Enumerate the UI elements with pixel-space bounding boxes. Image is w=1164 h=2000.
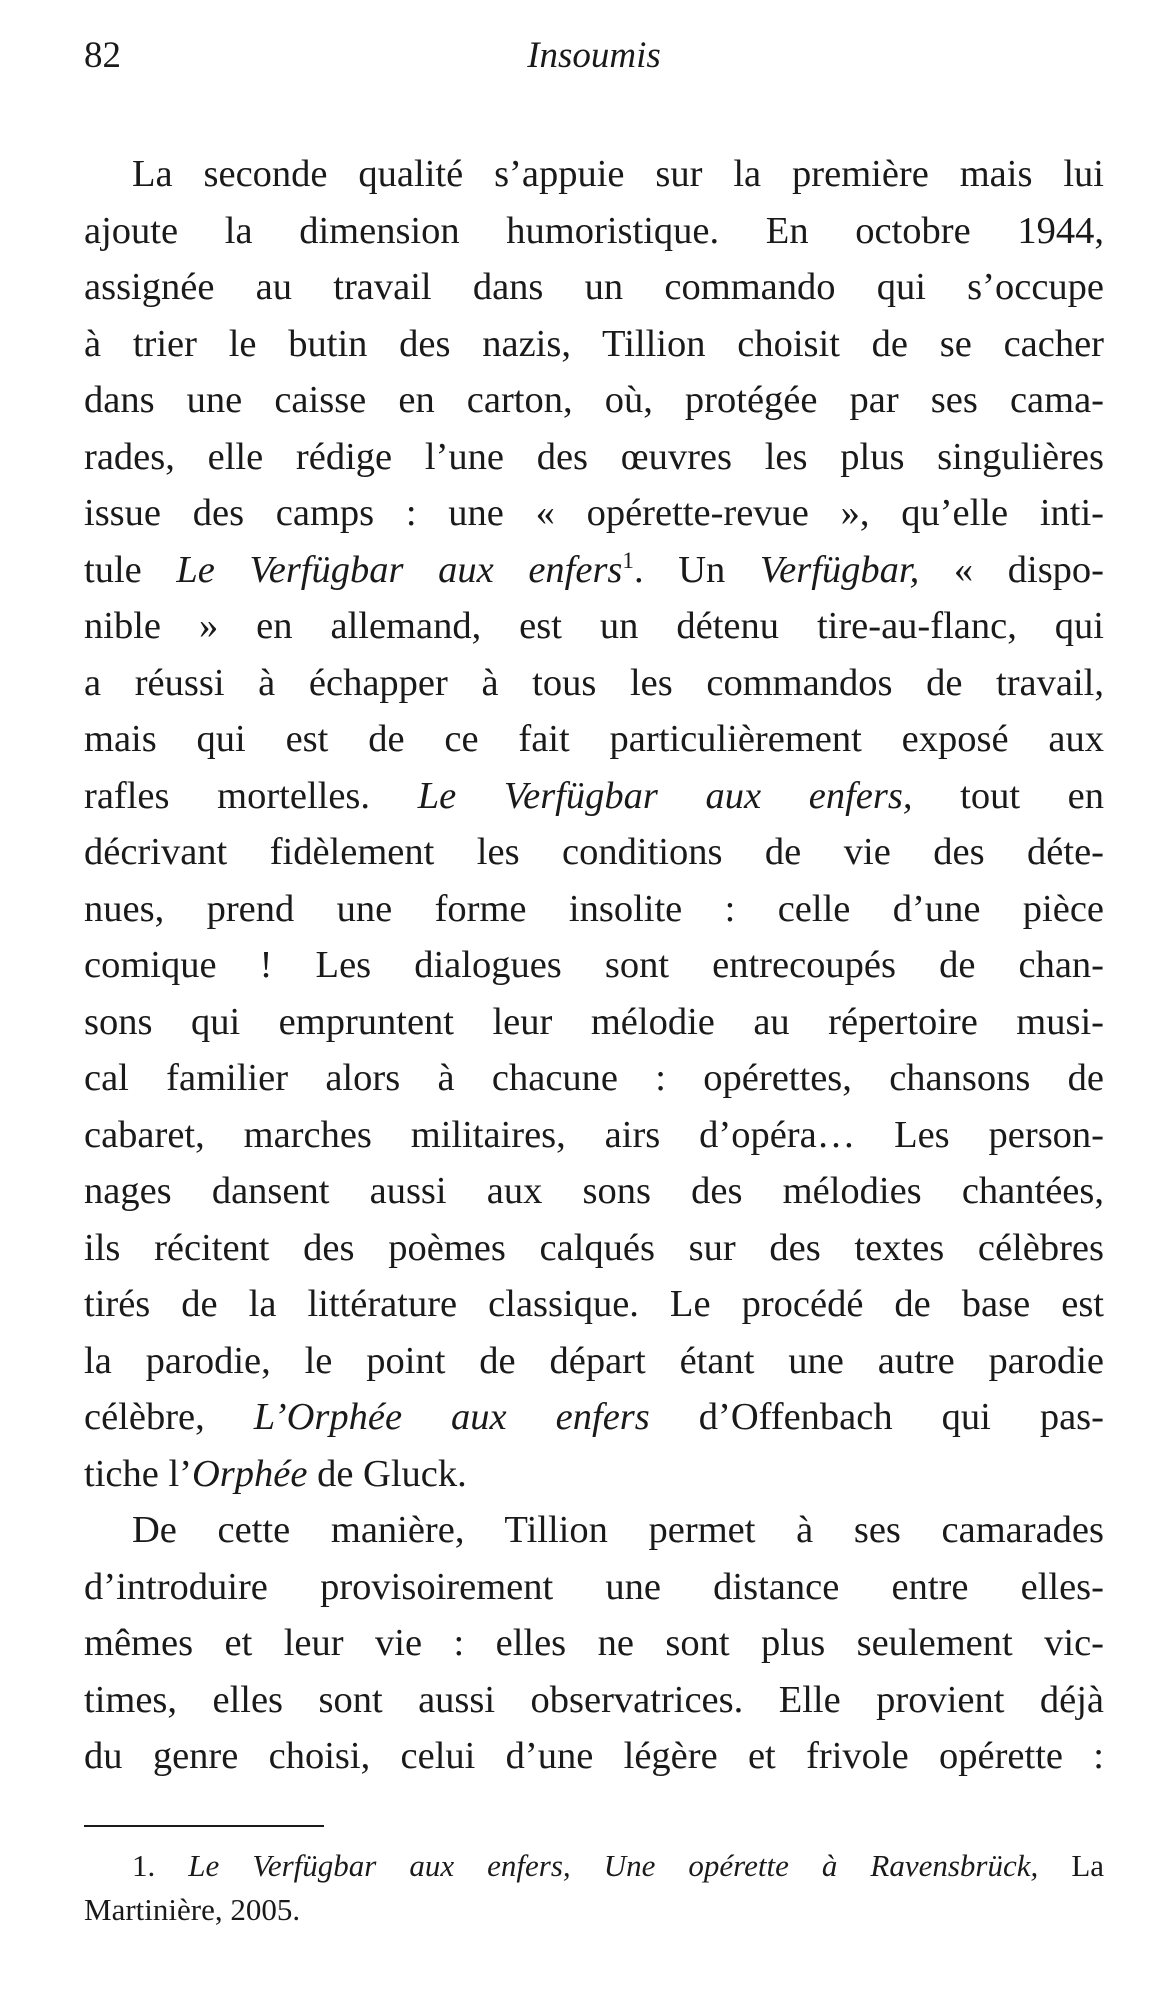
footnotes — [84, 1844, 1104, 1932]
text-line — [84, 1446, 1104, 1503]
text-line — [84, 1050, 1104, 1107]
text-run: times, elles sont aussi observatrices. Elle provient déjà — [84, 1678, 1104, 1721]
footnote-separator — [84, 1825, 324, 1827]
text-run: nible » en allemand, est un détenu tire-au-flanc, qui — [84, 605, 1104, 647]
text-line — [84, 259, 1104, 316]
text-line — [84, 1333, 1104, 1390]
text-line — [84, 598, 1104, 655]
body-text — [84, 146, 1104, 1785]
running-head — [84, 34, 1104, 86]
text-run: issue des camps : une « opérette-revue », qu’elle inti- — [84, 492, 1104, 534]
text-run: De cette manière, Tillion permet à ses camarades — [132, 1509, 1104, 1551]
text-run: cal familier alors à chacune : opérettes, chansons de — [84, 1057, 1104, 1099]
text-run: la parodie, le point de départ étant une autre parodie — [84, 1339, 1104, 1382]
text-run: . Un — [633, 548, 760, 591]
italic-title: Le Verfügbar aux enfers — [176, 548, 623, 591]
text-run: décrivant fidèlement les conditions de vie des déte- — [84, 831, 1104, 873]
text-run: mais qui est de ce fait particulièrement exposé aux — [84, 718, 1104, 760]
italic-title: L’Orphée aux enfers — [253, 1396, 650, 1438]
text-run: « dispo- — [919, 548, 1104, 591]
text-line — [84, 768, 1104, 825]
text-run: nues, prend une forme insolite : celle d’une pièce — [84, 887, 1104, 930]
text-line — [84, 1615, 1104, 1672]
text-run: de Gluck. — [307, 1452, 467, 1495]
footnote-line — [84, 1888, 1104, 1932]
text-run: à trier le butin des nazis, Tillion choisit de se cacher — [84, 322, 1104, 365]
text-line — [84, 485, 1104, 542]
text-line — [84, 316, 1104, 373]
text-run: d’introduire provisoirement une distance entre elles- — [84, 1565, 1104, 1608]
text-line — [84, 937, 1104, 994]
text-run: tout en — [912, 774, 1105, 817]
text-run: a réussi à échapper à tous les commandos de travail, — [84, 661, 1104, 704]
footnote-number: 1. — [132, 1848, 156, 1883]
text-line — [84, 1672, 1104, 1729]
text-line — [84, 1107, 1104, 1164]
page-number: 82 — [84, 35, 121, 76]
text-run: d’Offenbach qui pas- — [649, 1396, 1104, 1438]
footnote-ref: 1 — [622, 546, 634, 573]
text-run: célèbre, — [84, 1396, 254, 1438]
text-line — [84, 1728, 1104, 1785]
text-line — [84, 429, 1104, 486]
text-run: comique ! Les dialogues sont entrecoupés de chan- — [84, 944, 1104, 986]
text-run: La seconde qualité s’appuie sur la première mais lui — [132, 153, 1104, 195]
text-line — [84, 824, 1104, 881]
text-line — [84, 542, 1104, 599]
text-line — [84, 1502, 1104, 1559]
text-line — [84, 1559, 1104, 1616]
footnote-title: Le Verfügbar aux enfers, Une opérette à Ravensbrück, — [188, 1848, 1039, 1883]
footnote-line — [84, 1844, 1104, 1888]
text-line — [84, 203, 1104, 260]
text-run: tule — [84, 548, 177, 591]
italic-term: Verfügbar, — [759, 548, 920, 591]
text-line — [84, 372, 1104, 429]
book-title: Insoumis — [527, 35, 661, 76]
text-run: assignée au travail dans un commando qui s’occupe — [84, 266, 1104, 308]
text-run: cabaret, marches militaires, airs d’opéra… Les person- — [84, 1113, 1104, 1156]
text-line — [84, 1276, 1104, 1333]
italic-title: Orphée — [191, 1452, 308, 1495]
text-line — [84, 1389, 1104, 1446]
text-run: ajoute la dimension humoristique. En octobre 1944, — [84, 209, 1104, 252]
text-run: dans une caisse en carton, où, protégée par ses cama- — [84, 379, 1104, 421]
text-run: tiche l’ — [84, 1452, 192, 1495]
text-run: mêmes et leur vie : elles ne sont plus seulement vic- — [84, 1622, 1104, 1664]
footnote-publisher: Martinière, 2005. — [84, 1892, 301, 1927]
text-run: ils récitent des poèmes calqués sur des textes célèbres — [84, 1226, 1104, 1269]
text-run: sons qui empruntent leur mélodie au répertoire musi- — [84, 1000, 1104, 1043]
text-run: rades, elle rédige l’une des œuvres les plus singulières — [84, 435, 1104, 478]
footnote-publisher: La — [1071, 1848, 1105, 1883]
text-run: du genre choisi, celui d’une légère et frivole opérette : — [84, 1735, 1104, 1777]
text-line — [84, 655, 1104, 712]
text-line — [84, 146, 1104, 203]
italic-title: Le Verfügbar aux enfers, — [417, 774, 913, 817]
text-run: nages dansent aussi aux sons des mélodies chantées, — [84, 1170, 1104, 1212]
text-line — [84, 881, 1104, 938]
text-line — [84, 711, 1104, 768]
text-line — [84, 1163, 1104, 1220]
text-line — [84, 1220, 1104, 1277]
text-run: rafles mortelles. — [84, 774, 418, 817]
text-line — [84, 994, 1104, 1051]
text-run: tirés de la littérature classique. Le procédé de base est — [84, 1283, 1104, 1325]
